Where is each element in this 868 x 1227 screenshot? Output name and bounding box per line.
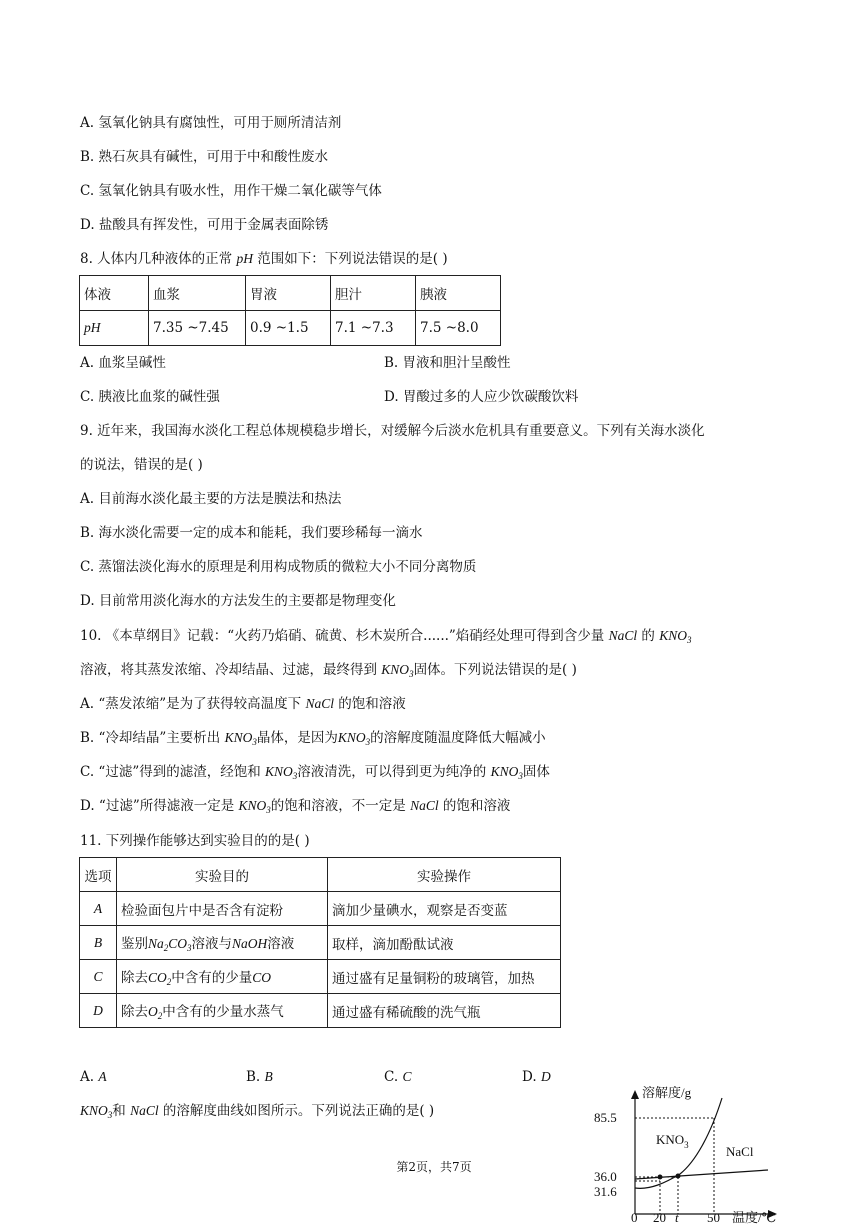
- formula-na2co3: [148, 936, 192, 951]
- formula-nacl: NaCl: [410, 798, 439, 813]
- q11-header-0: 选项: [80, 858, 117, 892]
- option-prefix: B.: [246, 1069, 265, 1085]
- q8-option-d: D. 胃酸过多的人应少饮碳酸饮料: [384, 389, 579, 405]
- cell-text: 除去: [121, 1004, 148, 1020]
- q9-option-b: B. 海水淡化需要一定的成本和能耗，我们要珍稀每一滴水: [80, 525, 423, 541]
- q8-value-3: 7.5 ~8.0: [416, 311, 501, 346]
- q8-value-2: 7.1 ~7.3: [331, 311, 416, 346]
- cell-text: 鉴别: [121, 936, 148, 952]
- q10-text: 的饱和溶液，不一定是: [270, 798, 406, 814]
- x-tick-50: 50: [707, 1210, 720, 1224]
- q8-table: [79, 275, 501, 346]
- y-tick-31-6: 31.6: [594, 1184, 617, 1199]
- formula-sub: 3: [409, 669, 414, 679]
- q8-row-label: pH: [80, 311, 149, 346]
- formula-kno3: [80, 1103, 112, 1118]
- formula-sub: 3: [107, 1110, 113, 1120]
- y-axis-label: 溶解度/g: [642, 1086, 692, 1100]
- formula-kno3: [381, 662, 413, 677]
- q7-option-a: A. 氢氧化钠具有腐蚀性，可用于厕所清洁剂: [80, 115, 342, 131]
- formula-nacl: NaCl: [608, 628, 638, 643]
- cell-text: 中含有的少量水蒸气: [162, 1004, 284, 1020]
- formula-nacl: NaCl: [305, 696, 334, 711]
- formula-sub: 3: [686, 635, 692, 645]
- q8-stem: [80, 250, 448, 268]
- q9-option-c: C. 蒸馏法淡化海水的原理是利用构成物质的微粒大小不同分离物质: [80, 559, 477, 575]
- q8-header-0: 体液: [80, 276, 149, 311]
- option-letter: A: [98, 1069, 107, 1084]
- q10-text: 晶体，是因为: [256, 730, 338, 746]
- q12-text: 和: [112, 1103, 126, 1119]
- formula-text: KNO: [381, 662, 410, 677]
- formula-text: KNO: [224, 730, 253, 745]
- q10-option-d: [80, 797, 510, 819]
- q8-stem-text-a: 8. 人体内几种液体的正常: [80, 251, 233, 267]
- q10-option-a: [80, 695, 406, 713]
- q11-row-c-label: C: [80, 960, 117, 994]
- q8-stem-text-b: 范围如下：下列说法错误的是( ): [257, 251, 448, 267]
- formula-sub: 3: [292, 771, 298, 781]
- q11-header-1: 实验目的: [117, 858, 328, 892]
- q10-text: 10. 《本草纲目》记载：“火药乃焰硝、硫黄、杉木炭所合......”焰硝经处理可得到含少量: [80, 628, 605, 644]
- cell-text: 溶液: [267, 936, 295, 952]
- option-letter: B: [264, 1069, 273, 1084]
- formula-kno3: [659, 628, 691, 643]
- formula-text: KNO: [490, 764, 519, 779]
- formula-sub: 2: [157, 1011, 163, 1021]
- y-tick-85-5: 85.5: [594, 1110, 617, 1125]
- q7-option-c: C. 氢氧化钠具有吸水性，用作干燥二氧化碳等气体: [80, 183, 382, 199]
- x-tick-t: t: [675, 1210, 679, 1224]
- q11-option-d: [522, 1068, 551, 1086]
- y-axis-arrow: [631, 1090, 639, 1099]
- solubility-graph: [590, 1086, 790, 1224]
- q10-option-c: [80, 763, 550, 785]
- q10-text: B. “冷却结晶”主要析出: [80, 730, 221, 746]
- q10-text: 固体。下列说法错误的是( ): [413, 662, 577, 678]
- q11-row-a-label: A: [80, 892, 117, 926]
- q11-row-b-op: 取样，滴加酚酞试液: [328, 926, 561, 960]
- q8-stem-ph: pH: [236, 251, 253, 266]
- cell-text: 溶液与: [191, 936, 233, 952]
- q10-stem-line2: [80, 661, 577, 683]
- q10-text: D. “过滤”所得滤液一定是: [80, 798, 235, 814]
- q7-option-b: B. 熟石灰具有碱性，可用于中和酸性废水: [80, 149, 329, 165]
- nacl-curve-label: NaCl: [726, 1144, 754, 1159]
- formula-kno3: [491, 764, 523, 779]
- q11-row-b-purpose: [117, 926, 328, 960]
- q11-option-c: [384, 1068, 411, 1086]
- point-nacl-20: [658, 1175, 663, 1180]
- formula-o2: [148, 1004, 162, 1019]
- q10-text: 的溶解度随温度降低大幅减小: [370, 730, 546, 746]
- q10-text: 的: [641, 628, 655, 644]
- q11-row-a-op: 滴加少量碘水，观察是否变蓝: [328, 892, 561, 926]
- q11-stem: 11. 下列操作能够达到实验目的的是( ): [80, 833, 310, 849]
- formula-text: KNO: [80, 1103, 108, 1118]
- formula-sub: 2: [166, 977, 172, 987]
- cell-text: 除去: [121, 970, 148, 986]
- q8-value-1: 0.9 ~1.5: [246, 311, 331, 346]
- q10-text: 的饱和溶液: [442, 798, 511, 814]
- q10-text: 固体: [522, 764, 550, 780]
- formula-text: KNO: [659, 628, 687, 643]
- formula-sub: 3: [365, 737, 371, 747]
- q9-stem-line2: 的说法，错误的是( ): [80, 457, 203, 473]
- q10-text: 的饱和溶液: [338, 696, 406, 712]
- q10-text: A. “蒸发浓缩”是为了获得较高温度下: [80, 696, 302, 712]
- formula-text: KNO: [238, 798, 267, 813]
- q10-option-b: [80, 729, 546, 751]
- q10-text: C. “过滤”得到的滤渣，经饱和: [80, 764, 261, 780]
- q11-option-a: [80, 1068, 107, 1086]
- y-tick-36-0: 36.0: [594, 1169, 617, 1184]
- q10-text: 溶液，将其蒸发浓缩、冷却结晶、过滤，最终得到: [80, 662, 377, 678]
- formula-kno3: [338, 730, 370, 745]
- formula-kno3: [225, 730, 257, 745]
- option-letter: C: [402, 1069, 412, 1084]
- q8-option-a: A. 血浆呈碱性: [80, 355, 166, 371]
- option-prefix: D.: [522, 1069, 541, 1085]
- formula-sub: 3: [187, 943, 192, 953]
- q8-value-0: 7.35 ~7.45: [149, 311, 246, 346]
- q11-row-c-purpose: [117, 960, 328, 994]
- q9-stem-line1: 9. 近年来，我国海水淡化工程总体规模稳步增长，对缓解今后淡水危机具有重要意义。下列有关海水淡化: [80, 423, 705, 439]
- label-sub: 3: [684, 1140, 689, 1150]
- q11-row-d-purpose: [117, 994, 328, 1028]
- x-tick-20: 20: [653, 1210, 666, 1224]
- q11-row-b-label: B: [80, 926, 117, 960]
- q8-header-2: 胃液: [246, 276, 331, 311]
- page-footer: 第2页，共7页: [396, 1160, 472, 1174]
- q9-option-d: D. 目前常用淡化海水的方法发生的主要都是物理变化: [80, 593, 396, 609]
- cell-text: 中含有的少量: [171, 970, 253, 986]
- formula-sub: 3: [252, 737, 257, 747]
- formula-text: CO: [168, 936, 188, 951]
- formula-text: CO: [148, 970, 167, 985]
- q8-option-c: C. 胰液比血浆的碱性强: [80, 389, 220, 405]
- q11-row-d-label: D: [80, 994, 117, 1028]
- formula-text: KNO: [265, 764, 293, 779]
- q8-option-b: B. 胃液和胆汁呈酸性: [384, 355, 511, 371]
- x-axis-label: 温度/℃: [732, 1210, 777, 1224]
- formula-text: O: [148, 1004, 158, 1019]
- formula-sub: 2: [163, 943, 169, 953]
- q11-row-c-op: 通过盛有足量铜粉的玻璃管，加热: [328, 960, 561, 994]
- option-letter: D: [540, 1069, 551, 1084]
- q8-header-1: 血浆: [149, 276, 246, 311]
- formula-sub: 3: [266, 805, 271, 815]
- formula-co2: [148, 970, 171, 985]
- formula-kno3: [265, 764, 297, 779]
- q11-header-2: 实验操作: [328, 858, 561, 892]
- option-prefix: C.: [384, 1069, 403, 1085]
- formula-text: KNO: [337, 730, 366, 745]
- formula-co: CO: [252, 970, 272, 985]
- q12-stem: [80, 1102, 434, 1124]
- q7-option-d: D. 盐酸具有挥发性，可用于金属表面除锈: [80, 217, 329, 233]
- q11-table: [79, 857, 561, 1028]
- formula-kno3: [239, 798, 271, 813]
- formula-text: Na: [148, 936, 164, 951]
- q10-stem-line1: [80, 627, 691, 649]
- q11-row-a-purpose: 检验面包片中是否含有淀粉: [117, 892, 328, 926]
- q11-row-d-op: 通过盛有稀硫酸的洗气瓶: [328, 994, 561, 1028]
- kno3-curve-label: [656, 1132, 689, 1150]
- option-prefix: A.: [80, 1069, 99, 1085]
- formula-sub: 3: [518, 771, 523, 781]
- formula-naoh: NaOH: [232, 936, 268, 951]
- formula-nacl: NaCl: [130, 1103, 159, 1118]
- q8-header-4: 胰液: [416, 276, 501, 311]
- q9-option-a: A. 目前海水淡化最主要的方法是膜法和热法: [80, 491, 342, 507]
- label-text: KNO: [656, 1132, 685, 1147]
- q11-option-b: [246, 1068, 273, 1086]
- q8-header-3: 胆汁: [331, 276, 416, 311]
- q12-text: 的溶解度曲线如图所示。下列说法正确的是( ): [162, 1103, 435, 1119]
- q10-text: 溶液清洗，可以得到更为纯净的: [297, 764, 487, 780]
- x-tick-0: 0: [631, 1210, 638, 1224]
